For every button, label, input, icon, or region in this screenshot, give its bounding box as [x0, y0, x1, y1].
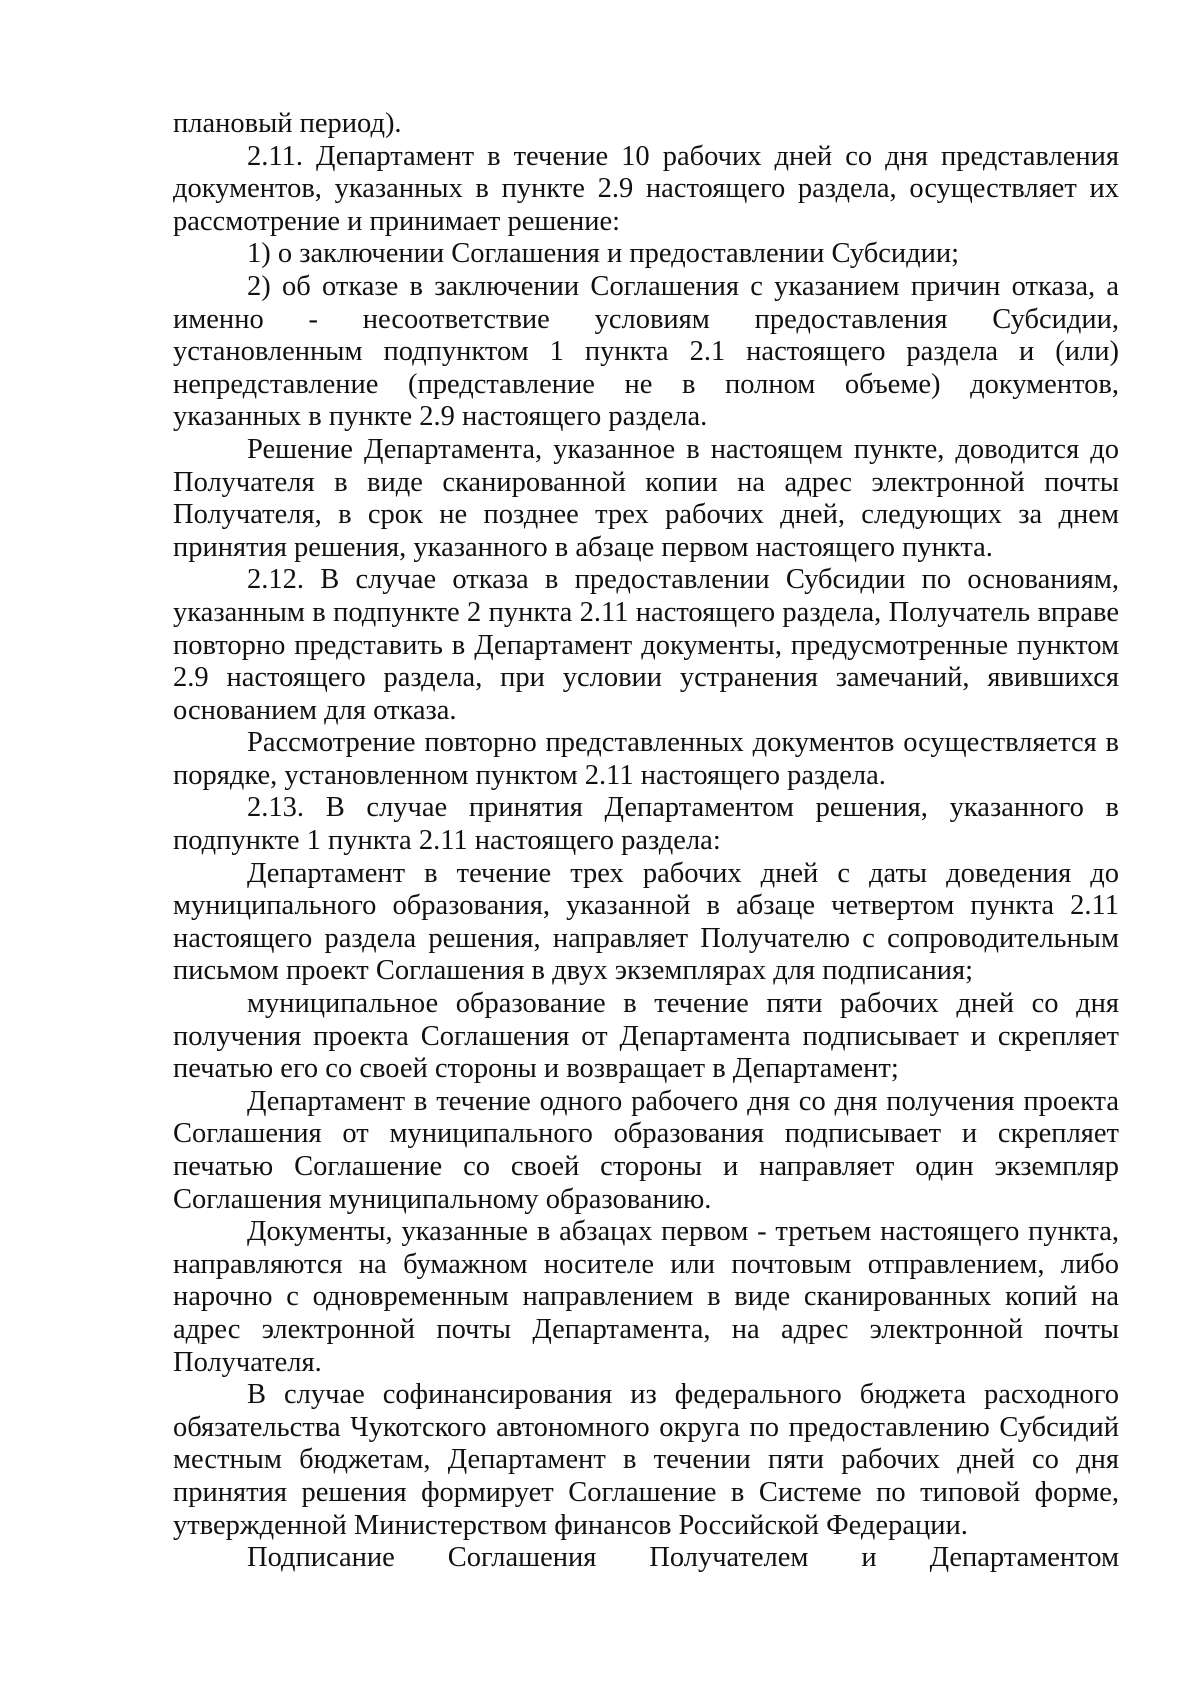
- paragraph-2-11: 2.11. Департамент в течение 10 рабочих дней со дня представления документов, указанных в пункте 2.9 настоящего раздела, осуществляет их рассмотрение и принимает решение:: [173, 140, 1119, 237]
- paragraph-2-11-item-1: 1) о заключении Соглашения и предоставлении Субсидии;: [247, 238, 960, 270]
- paragraph-2-13: 2.13. В случае принятия Департаментом решения, указанного в подпункте 1 пункта 2.11 настоящего раздела:: [173, 792, 1119, 857]
- paragraph-2-11-decision: Решение Департамента, указанное в настоящем пункте, доводится до Получателя в виде сканированной копии на адрес электронной почты Получателя, в срок не позднее трех рабочих дней, следующих за днем принятия решения, указанного в абзаце первом настоящего пункта.: [173, 433, 1119, 563]
- paragraph-2-13-signing: Подписание Соглашения Получателем и Департаментом: [247, 1542, 1119, 1574]
- paragraph-2-13-step-2: муниципальное образование в течение пяти рабочих дней со дня получения проекта Соглашения от Департамента подписывает и скрепляет печатью его со своей стороны и возвращает в Департамент;: [173, 988, 1119, 1085]
- paragraph-continuation: плановый период).: [173, 108, 402, 139]
- paragraph-2-12: 2.12. В случае отказа в предоставлении Субсидии по основаниям, указанным в подпункте 2 пункта 2.11 настоящего раздела, Получатель вправе повторно представить в Департамент документы, предусмотренные пунктом 2.9 настоящего раздела, при условии устранения замечаний, явившихся основанием для отказа.: [173, 564, 1119, 726]
- paragraph-2-13-step-1: Департамент в течение трех рабочих дней с даты доведения до муниципального образования, указанной в абзаце четвертом пункта 2.11 настоящего раздела решения, направляет Получателю с сопроводительным письмом проект Соглашения в двух экземплярах для подписания;: [173, 857, 1119, 987]
- paragraph-2-11-item-2: 2) об отказе в заключении Соглашения с указанием причин отказа, а именно - несоответствие условиям предоставления Субсидии, установленным подпунктом 1 пункта 2.1 настоящего раздела и (или) непредставление (представление не в полном объеме) документов, указанных в пункте 2.9 настоящего раздела.: [173, 270, 1119, 433]
- paragraph-2-12-review: Рассмотрение повторно представленных документов осуществляется в порядке, установленном пунктом 2.11 настоящего раздела.: [173, 727, 1119, 791]
- document-page: [173, 108, 1119, 1575]
- paragraph-2-13-cofinancing: В случае софинансирования из федерального бюджета расходного обязательства Чукотского автономного округа по предоставлению Субсидий местным бюджетам, Департамент в течении пяти рабочих дней со дня принятия решения формирует Соглашение в Системе по типовой форме, утвержденной Министерством финансов Российской Федерации.: [173, 1379, 1119, 1541]
- paragraph-2-13-step-3: Департамент в течение одного рабочего дня со дня получения проекта Соглашения от муниципального образования подписывает и скрепляет печатью Соглашение со своей стороны и направляет один экземпляр Соглашения муниципальному образованию.: [173, 1085, 1119, 1215]
- paragraph-2-13-delivery: Документы, указанные в абзацах первом - третьем настоящего пункта, направляются на бумажном носителе или почтовым отправлением, либо нарочно с одновременным направлением в виде сканированных копий на адрес электронной почты Департамента, на адрес электронной почты Получателя.: [173, 1216, 1119, 1378]
